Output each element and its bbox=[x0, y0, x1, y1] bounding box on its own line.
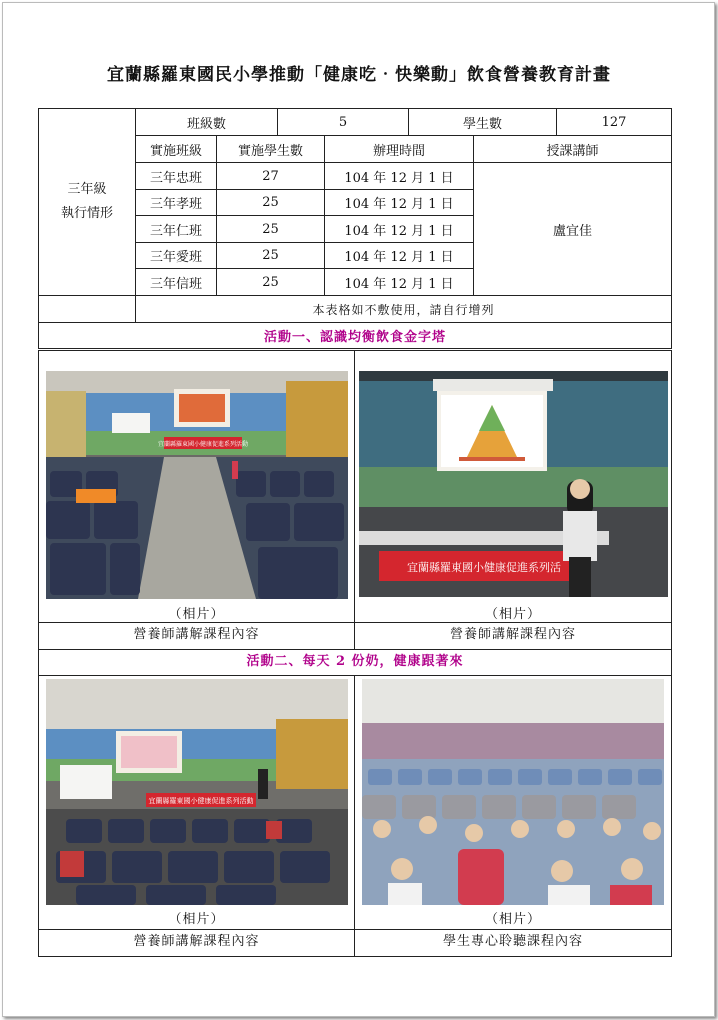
header-students: 實施學生數 bbox=[217, 136, 325, 163]
photo-banner-text: 宜蘭縣羅東國小健康促進系列活動 bbox=[148, 797, 253, 805]
header-time: 辦理時間 bbox=[325, 136, 474, 163]
activity-one-title: 活動一、認識均衡飲食金字塔 bbox=[39, 323, 672, 349]
student-count-label: 學生數 bbox=[409, 109, 557, 136]
class-count-value: 5 bbox=[278, 109, 409, 136]
photo-dietitian-presenting bbox=[359, 371, 668, 597]
row-date: 104 年 12 月 1 日 bbox=[325, 269, 474, 296]
table-note: 本表格如不敷使用，請自行增列 bbox=[136, 296, 672, 323]
activity-two-photos bbox=[38, 675, 672, 957]
photo-label: （相片） bbox=[168, 607, 225, 622]
row-class: 三年仁班 bbox=[136, 216, 217, 243]
row-students: 25 bbox=[217, 216, 325, 243]
row-students: 25 bbox=[217, 190, 325, 216]
row-date: 104 年 12 月 1 日 bbox=[325, 216, 474, 243]
photo-cell bbox=[39, 676, 355, 930]
activity-two-title: 活動二、每天 2 份奶，健康跟著來 bbox=[39, 650, 672, 676]
activity-one-photos bbox=[38, 350, 672, 676]
row-date: 104 年 12 月 1 日 bbox=[325, 163, 474, 190]
row-class: 三年愛班 bbox=[136, 243, 217, 269]
photo-auditorium-stage bbox=[46, 679, 348, 905]
photo-caption: 營養師講解課程內容 bbox=[39, 623, 355, 650]
student-count-value: 127 bbox=[557, 109, 672, 136]
row-class: 三年孝班 bbox=[136, 190, 217, 216]
row-students: 25 bbox=[217, 243, 325, 269]
document-title: 宜蘭縣羅東國民小學推動「健康吃‧快樂動」飲食營養教育計畫 bbox=[107, 65, 611, 85]
photo-caption: 學生專心聆聽課程內容 bbox=[355, 930, 672, 957]
photo-cell bbox=[355, 676, 672, 930]
header-class: 實施班級 bbox=[136, 136, 217, 163]
photo-cell bbox=[39, 351, 355, 623]
photo-label: （相片） bbox=[484, 912, 541, 927]
grade-label-cell bbox=[39, 109, 136, 296]
row-date: 104 年 12 月 1 日 bbox=[325, 190, 474, 216]
photo-banner-text: 宜蘭縣羅東國小健康促進系列活 bbox=[406, 561, 561, 574]
row-students: 27 bbox=[217, 163, 325, 190]
photo-label: （相片） bbox=[168, 912, 225, 927]
photo-auditorium-wide bbox=[46, 371, 348, 599]
grade-label: 三年級 bbox=[67, 182, 107, 197]
execution-label: 執行情形 bbox=[60, 206, 113, 221]
photo-students-listening bbox=[362, 679, 664, 905]
photo-cell bbox=[355, 351, 672, 623]
photo-banner-text: 宜蘭縣羅東國小健康促進系列活動 bbox=[157, 441, 248, 448]
execution-table bbox=[38, 108, 672, 349]
class-count-label: 班級數 bbox=[136, 109, 278, 136]
photo-caption: 營養師講解課程內容 bbox=[355, 623, 672, 650]
photo-caption: 營養師講解課程內容 bbox=[39, 930, 355, 957]
row-class: 三年信班 bbox=[136, 269, 217, 296]
row-students: 25 bbox=[217, 269, 325, 296]
header-teacher: 授課講師 bbox=[474, 136, 672, 163]
teacher-name: 盧宜佳 bbox=[474, 163, 672, 296]
row-class: 三年忠班 bbox=[136, 163, 217, 190]
photo-label: （相片） bbox=[484, 607, 541, 622]
row-date: 104 年 12 月 1 日 bbox=[325, 243, 474, 269]
